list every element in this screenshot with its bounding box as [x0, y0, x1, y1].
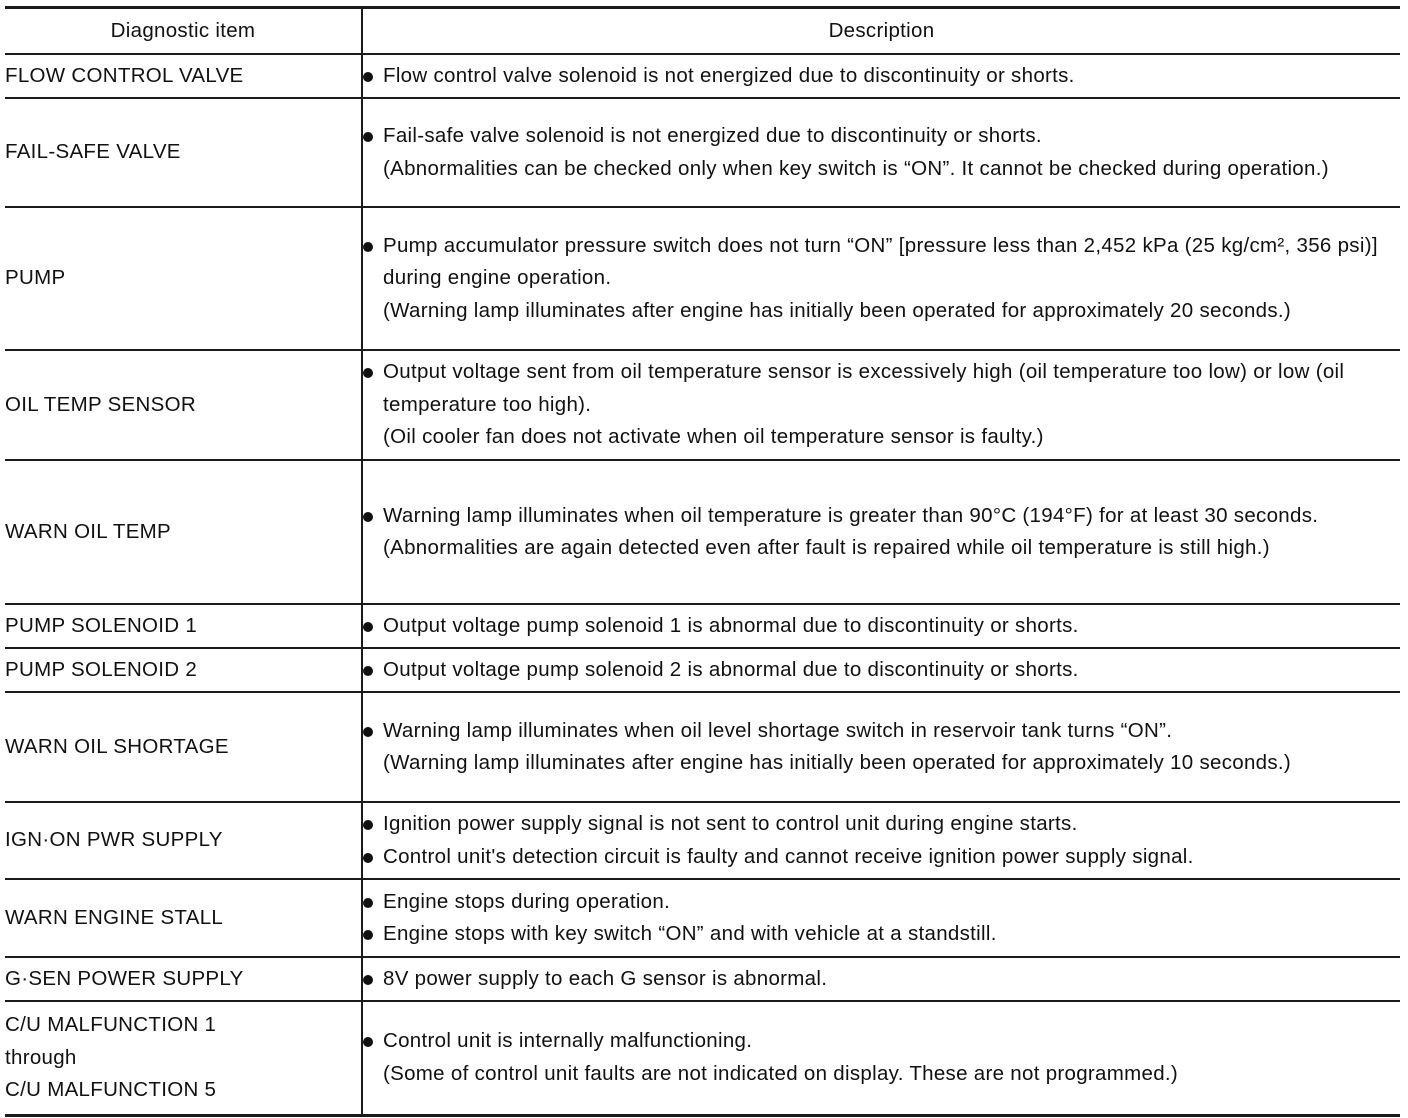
column-header-diagnostic-item: Diagnostic item	[5, 8, 362, 55]
diagnostic-item-cell: OIL TEMP SENSOR	[5, 350, 362, 460]
table-row	[5, 460, 1400, 604]
diagnostic-item-cell: FAIL-SAFE VALVE	[5, 98, 362, 207]
table-row	[5, 54, 1400, 98]
note-text: (Warning lamp illuminates after engine has initially been operated for approximately 10 seconds.)	[383, 751, 1292, 774]
diagnostic-item-cell: WARN ENGINE STALL	[5, 879, 362, 957]
item-line: through	[5, 1045, 77, 1069]
table-row	[5, 604, 1400, 648]
bullet-dot-icon	[363, 886, 383, 918]
description-cell	[362, 98, 1400, 207]
note-text: (Oil cooler fan does not activate when oil temperature sensor is faulty.)	[383, 425, 1044, 449]
bullet-dot-icon	[363, 356, 383, 388]
bullet-dot-icon	[363, 610, 383, 642]
table-header-row	[5, 8, 1400, 55]
bullet-dot-icon	[363, 60, 383, 92]
bullet-text: Control unit is internally malfunctioning.	[383, 1029, 753, 1053]
bullet-item	[363, 808, 1400, 841]
diagnostic-item-cell	[5, 1001, 362, 1115]
bullet-item	[363, 610, 1400, 643]
description-cell	[362, 54, 1400, 98]
bullet-item	[363, 1025, 1400, 1058]
bullet-dot-icon	[363, 918, 383, 950]
bullet-text: Warning lamp illuminates when oil level shortage switch in reservoir tank turns “ON”.	[383, 718, 1173, 742]
description-cell	[362, 802, 1400, 879]
bullet-dot-icon	[363, 654, 383, 686]
description-cell	[362, 460, 1400, 604]
table-row	[5, 648, 1400, 692]
bullet-item	[363, 841, 1400, 874]
description-cell	[362, 957, 1400, 1001]
bullet-item	[363, 654, 1400, 687]
bullet-item	[363, 356, 1400, 421]
bullet-text: Control unit's detection circuit is faulty and cannot receive ignition power supply signal.	[383, 844, 1194, 868]
bullet-text: Pump accumulator pressure switch does not turn “ON” [pressure less than 2,452 kPa (25 kg/cm², 356 psi)] during engine operation.	[383, 233, 1378, 290]
diagnostic-item-cell: WARN OIL SHORTAGE	[5, 692, 362, 802]
bullet-text: Engine stops during operation.	[383, 889, 671, 913]
table-row	[5, 98, 1400, 207]
table-row	[5, 207, 1400, 350]
bullet-item	[363, 60, 1400, 93]
description-cell	[362, 350, 1400, 460]
table-row	[5, 879, 1400, 957]
note-text: (Abnormalities can be checked only when key switch is “ON”. It cannot be checked during operation.)	[383, 156, 1329, 180]
bullet-dot-icon	[363, 715, 383, 747]
description-cell	[362, 207, 1400, 350]
table-row	[5, 1001, 1400, 1115]
diagnostic-item-cell: FLOW CONTROL VALVE	[5, 54, 362, 98]
diagnostic-item-cell: PUMP SOLENOID 1	[5, 604, 362, 648]
description-cell	[362, 648, 1400, 692]
description-cell	[362, 879, 1400, 957]
bullet-text: 8V power supply to each G sensor is abnormal.	[383, 966, 828, 990]
note-text: (Warning lamp illuminates after engine has initially been operated for approximately 20 seconds.)	[383, 298, 1292, 322]
bullet-item	[363, 230, 1400, 295]
bullet-dot-icon	[363, 500, 383, 532]
bullet-text: Fail-safe valve solenoid is not energized due to discontinuity or shorts.	[383, 124, 1042, 147]
bullet-text: Engine stops with key switch “ON” and with vehicle at a standstill.	[383, 922, 997, 945]
bullet-item	[363, 715, 1400, 748]
description-cell	[362, 1001, 1400, 1115]
note-text: (Abnormalities are again detected even after fault is repaired while oil temperature is still high.)	[383, 536, 1270, 559]
diagnostic-item-cell: G·SEN POWER SUPPLY	[5, 957, 362, 1001]
table-row	[5, 802, 1400, 879]
item-line: C/U MALFUNCTION 5	[5, 1078, 217, 1101]
diagnostic-item-cell: PUMP SOLENOID 2	[5, 648, 362, 692]
bullet-item	[363, 963, 1400, 996]
bullet-dot-icon	[363, 1025, 383, 1057]
table-row	[5, 692, 1400, 802]
column-header-description: Description	[362, 8, 1400, 55]
description-cell	[362, 692, 1400, 802]
bullet-item	[363, 500, 1400, 533]
table-row	[5, 350, 1400, 460]
bullet-dot-icon	[363, 963, 383, 995]
bullet-text: Flow control valve solenoid is not energized due to discontinuity or shorts.	[383, 63, 1075, 87]
bullet-text: Warning lamp illuminates when oil temperature is greater than 90°C (194°F) for at least 30 seconds.	[383, 503, 1319, 527]
table-row	[5, 957, 1400, 1001]
bullet-dot-icon	[363, 120, 383, 152]
description-cell	[362, 604, 1400, 648]
diagnostic-item-cell: WARN OIL TEMP	[5, 460, 362, 604]
item-line: C/U MALFUNCTION 1	[5, 1013, 217, 1036]
diagnostic-item-cell: PUMP	[5, 207, 362, 350]
bullet-dot-icon	[363, 841, 383, 873]
bullet-item	[363, 918, 1400, 951]
bullet-text: Output voltage sent from oil temperature sensor is excessively high (oil temperature too low) or low (oil temperature too high).	[383, 360, 1345, 416]
bullet-item	[363, 120, 1400, 153]
bullet-item	[363, 886, 1400, 919]
diagnostic-table	[5, 6, 1400, 1117]
bullet-text: Output voltage pump solenoid 2 is abnormal due to discontinuity or shorts.	[383, 657, 1079, 681]
bullet-text: Output voltage pump solenoid 1 is abnormal due to discontinuity or shorts.	[383, 613, 1079, 637]
bullet-text: Ignition power supply signal is not sent to control unit during engine starts.	[383, 812, 1078, 835]
diagnostic-item-cell: IGN·ON PWR SUPPLY	[5, 802, 362, 879]
note-text: (Some of control unit faults are not indicated on display. These are not programmed.)	[383, 1061, 1179, 1085]
bullet-dot-icon	[363, 808, 383, 840]
bullet-dot-icon	[363, 230, 383, 262]
